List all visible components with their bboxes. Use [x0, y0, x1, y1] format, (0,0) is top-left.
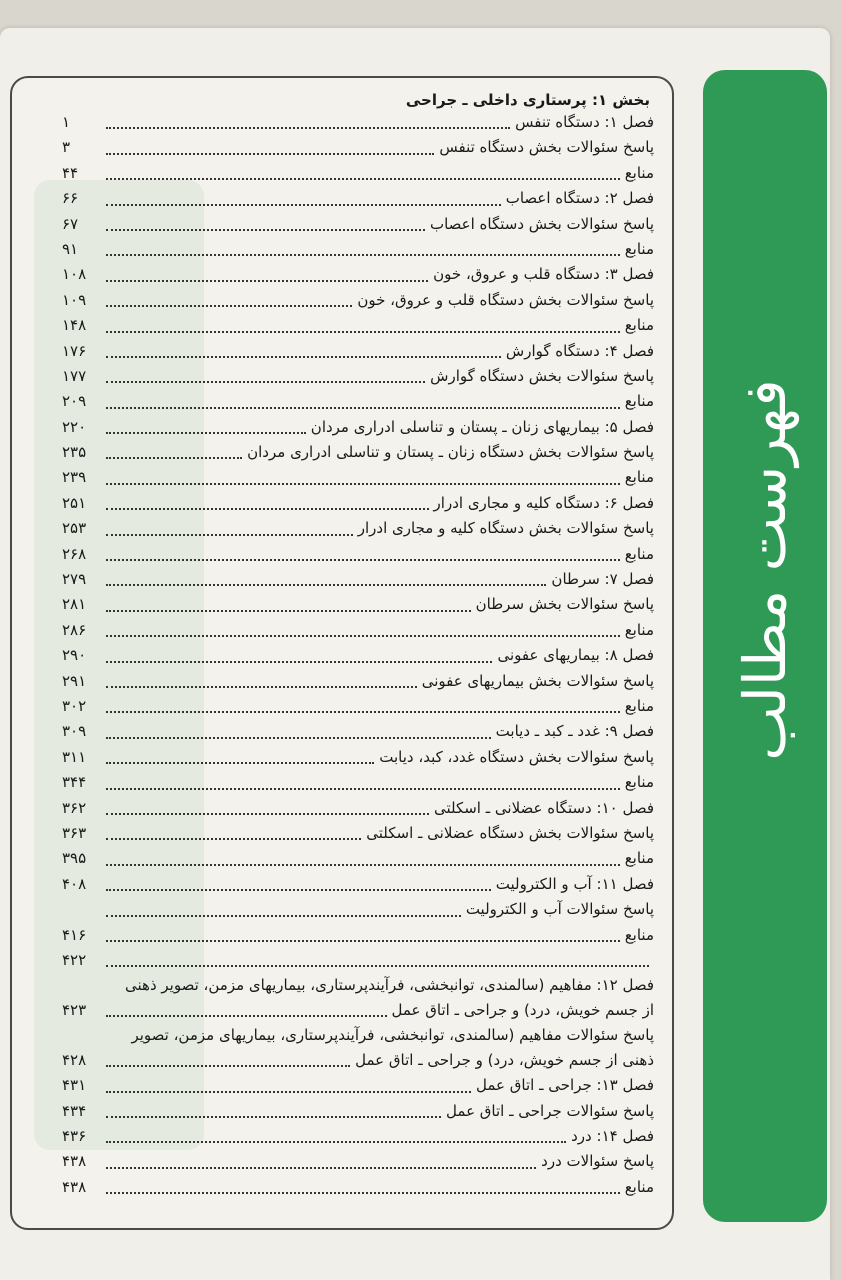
page-number: ۳۶۲ [62, 798, 87, 817]
entry-title: فصل ۱۰: دستگاه عضلانی ـ اسکلتی [433, 798, 654, 817]
page-number: ۱۷۷ [62, 366, 87, 385]
entry-line2 [62, 1048, 654, 1073]
page-number: ۲۹۰ [62, 646, 87, 665]
entry-title: منابع [624, 544, 654, 563]
entry-title: منابع [624, 620, 654, 639]
toc-entry [62, 923, 654, 948]
entry-title: پاسخ سئوالات جراحی ـ اتاق عمل [446, 1101, 654, 1120]
page-number: ۳ [62, 138, 71, 157]
entry-title: منابع [624, 468, 654, 487]
dot-leader [106, 280, 428, 282]
page-title-wrapper [703, 70, 827, 1222]
toc-entry [62, 643, 654, 668]
entry-title: منابع [624, 925, 654, 944]
dot-leader [106, 813, 429, 815]
dot-leader [106, 788, 620, 790]
entry-title: پاسخ سئوالات درد [541, 1152, 654, 1171]
entry-title: فصل ۷: سرطان [551, 570, 654, 589]
entry-title: پاسخ سئوالات بخش دستگاه زنان ـ پستان و تناسلی ادراری مردان [247, 443, 654, 462]
entry-title: فصل ۶: دستگاه کلیه و مجاری ادرار [433, 493, 654, 512]
toc-entry [62, 618, 654, 643]
page-number: ۱۰۸ [62, 265, 87, 284]
toc-entry [62, 1124, 654, 1149]
page-number: ۴۴ [62, 163, 79, 182]
dot-leader [106, 331, 620, 333]
toc-entry [62, 1175, 654, 1200]
page-number: ۶۷ [62, 214, 79, 233]
toc-entry-multiline [62, 973, 654, 1023]
toc-entry [62, 135, 654, 160]
entry-title: پاسخ سئوالات بخش دستگاه غدد، کبد، دیابت [379, 747, 654, 766]
entry-line2 [62, 998, 654, 1023]
dot-leader [106, 762, 374, 764]
page-number: ۲۸۶ [62, 620, 87, 639]
entry-title: منابع [624, 163, 654, 182]
toc-entry-multiline [62, 1023, 654, 1073]
toc-entry [62, 389, 654, 414]
page-number: ۱۰۹ [62, 290, 87, 309]
dot-leader [106, 711, 620, 713]
toc-entry [62, 846, 654, 871]
page-number: ۱ [62, 113, 71, 131]
page-title: فهرست مطالب [731, 379, 799, 761]
dot-leader [106, 1116, 441, 1118]
dot-leader [106, 940, 620, 942]
entry-title: پاسخ سئوالات بخش دستگاه کلیه و مجاری ادرار [357, 519, 654, 538]
toc-entry [62, 821, 654, 846]
entry-title: پاسخ سئوالات بخش سرطان [475, 595, 654, 614]
page-number: ۴۲۸ [62, 1051, 87, 1070]
toc-entry [62, 313, 654, 338]
toc-entry [62, 669, 654, 694]
toc-entry [62, 415, 654, 440]
dot-leader [106, 127, 510, 129]
page-number: ۴۲۲ [62, 950, 87, 969]
entry-title: پاسخ سئوالات بخش دستگاه عضلانی ـ اسکلتی [366, 823, 654, 842]
entry-title: فصل ۱۴: درد [571, 1127, 654, 1146]
dot-leader [106, 915, 461, 917]
entry-title: فصل ۱۱: آب و الکترولیت [495, 874, 654, 893]
page-number: ۳۰۹ [62, 722, 87, 741]
entry-title-line1: فصل ۱۲: مفاهیم (سالمندی، توانبخشی، فرآیندپرستاری، بیماریهای مزمن، تصویر ذهنی [125, 976, 654, 995]
toc-entry [62, 897, 654, 922]
toc-entry [62, 694, 654, 719]
toc-entry [62, 542, 654, 567]
page-number: ۴۳۸ [62, 1177, 87, 1196]
entry-title: پاسخ سئوالات آب و الکترولیت [465, 900, 654, 919]
toc-entry [62, 516, 654, 541]
dot-leader [106, 1065, 350, 1067]
page-number: ۲۵۳ [62, 519, 87, 538]
page-number: ۱۴۸ [62, 316, 87, 335]
page-number: ۲۵۱ [62, 493, 87, 512]
toc-entry [62, 567, 654, 592]
page-number: ۲۸۱ [62, 595, 87, 614]
page-number: ۴۳۶ [62, 1127, 87, 1146]
dot-leader [106, 381, 425, 383]
table-of-contents [62, 90, 654, 1200]
dot-leader [106, 610, 471, 612]
dot-leader [106, 965, 649, 967]
entry-title: منابع [624, 316, 654, 335]
toc-entry [62, 1149, 654, 1174]
entry-title-line2: ذهنی از جسم خویش، درد) و جراحی ـ اتاق عمل [355, 1051, 654, 1070]
page-number: ۴۳۱ [62, 1076, 87, 1095]
page-number: ۲۳۵ [62, 443, 87, 462]
toc-entry [62, 110, 654, 135]
entry-title: پاسخ سئوالات بخش دستگاه اعصاب [429, 214, 654, 233]
dot-leader [106, 305, 352, 307]
toc-entry [62, 161, 654, 186]
dot-leader [106, 204, 501, 206]
entry-title: منابع [624, 849, 654, 868]
toc-entry [62, 592, 654, 617]
dot-leader [106, 534, 353, 536]
toc-entry [62, 262, 654, 287]
dot-leader [106, 686, 417, 688]
dot-leader [106, 432, 306, 434]
dot-leader [106, 178, 620, 180]
toc-entry [62, 339, 654, 364]
title-panel [703, 70, 827, 1222]
entry-title: پاسخ سئوالات بخش دستگاه تنفس [439, 138, 654, 157]
section-heading: بخش ۱: پرستاری داخلی ـ جراحی [405, 91, 650, 109]
dot-leader [106, 1192, 620, 1194]
dot-leader [106, 661, 492, 663]
dot-leader [106, 635, 620, 637]
page-number: ۴۳۴ [62, 1101, 87, 1120]
dot-leader [106, 457, 242, 459]
page-number: ۴۲۳ [62, 1001, 87, 1020]
entry-title: فصل ۴: دستگاه گوارش [505, 341, 654, 360]
dot-leader [106, 1091, 471, 1093]
page-number: ۲۷۹ [62, 570, 87, 589]
toc-entry [62, 719, 654, 744]
toc-entry [62, 796, 654, 821]
toc-entry [62, 440, 654, 465]
toc-entry [62, 745, 654, 770]
page-number: ۳۱۱ [62, 747, 87, 766]
toc-entry [62, 288, 654, 313]
toc-entry [62, 364, 654, 389]
toc-entry [62, 491, 654, 516]
page-number: ۱۷۶ [62, 341, 87, 360]
entry-title: منابع [624, 696, 654, 715]
dot-leader [106, 737, 491, 739]
page-number: ۴۱۶ [62, 925, 87, 944]
entry-title: فصل ۱۳: جراحی ـ اتاق عمل [476, 1076, 654, 1095]
page-number: ۴۳۸ [62, 1152, 87, 1171]
page-number: ۲۳۹ [62, 468, 87, 487]
dot-leader [106, 584, 546, 586]
toc-entry [62, 872, 654, 897]
page-number: ۹۱ [62, 239, 79, 258]
dot-leader [106, 889, 491, 891]
entry-title: فصل ۸: بیماریهای عفونی [497, 646, 654, 665]
entry-title: فصل ۹: غدد ـ کبد ـ دیابت [495, 722, 654, 741]
page-number: ۶۶ [62, 189, 79, 208]
dot-leader [106, 407, 620, 409]
entry-title-line1: پاسخ سئوالات مفاهیم (سالمندی، توانبخشی، فرآیندپرستاری، بیماریهای مزمن، تصویر [131, 1026, 654, 1045]
page-number: ۴۰۸ [62, 874, 87, 893]
entry-title: فصل ۳: دستگاه قلب و عروق، خون [433, 265, 654, 284]
dot-leader [106, 254, 620, 256]
dot-leader [106, 483, 620, 485]
toc-entry [62, 770, 654, 795]
entry-title: پاسخ سئوالات بخش بیماریهای عفونی [421, 671, 654, 690]
page-number: ۲۶۸ [62, 544, 87, 563]
dot-leader [106, 508, 429, 510]
page-number: ۲۲۰ [62, 417, 87, 436]
dot-leader [106, 229, 425, 231]
entry-title: منابع [624, 239, 654, 258]
dot-leader [106, 153, 434, 155]
toc-entry [62, 186, 654, 211]
entry-title: منابع [624, 392, 654, 411]
toc-rows [62, 110, 654, 1200]
entry-title: فصل ۵: بیماریهای زنان ـ پستان و تناسلی ادراری مردان [310, 417, 654, 436]
dot-leader [106, 1167, 536, 1169]
dot-leader [106, 838, 361, 840]
page-number: ۳۰۲ [62, 696, 87, 715]
dot-leader [106, 1141, 566, 1143]
page-number: ۲۹۱ [62, 671, 87, 690]
toc-entry [62, 1073, 654, 1098]
page-number: ۲۰۹ [62, 392, 87, 411]
entry-title: منابع [624, 773, 654, 792]
entry-title: پاسخ سئوالات بخش دستگاه گوارش [430, 366, 654, 385]
page-number: ۳۴۴ [62, 773, 87, 792]
entry-title: فصل ۲: دستگاه اعصاب [505, 189, 654, 208]
entry-title: فصل ۱: دستگاه تنفس [515, 113, 654, 131]
toc-entry [62, 237, 654, 262]
dot-leader [106, 559, 620, 561]
dot-leader [106, 864, 620, 866]
entry-title-line2: از جسم خویش، درد) و جراحی ـ اتاق عمل [391, 1001, 654, 1020]
entry-title: پاسخ سئوالات بخش دستگاه قلب و عروق، خون [357, 290, 654, 309]
toc-entry [62, 212, 654, 237]
entry-title: منابع [624, 1177, 654, 1196]
toc-entry [62, 465, 654, 490]
dot-leader [106, 1015, 387, 1017]
toc-entry [62, 1099, 654, 1124]
page-number: ۳۶۳ [62, 823, 87, 842]
page-number: ۳۹۵ [62, 849, 87, 868]
toc-entry [62, 948, 654, 973]
dot-leader [106, 356, 501, 358]
